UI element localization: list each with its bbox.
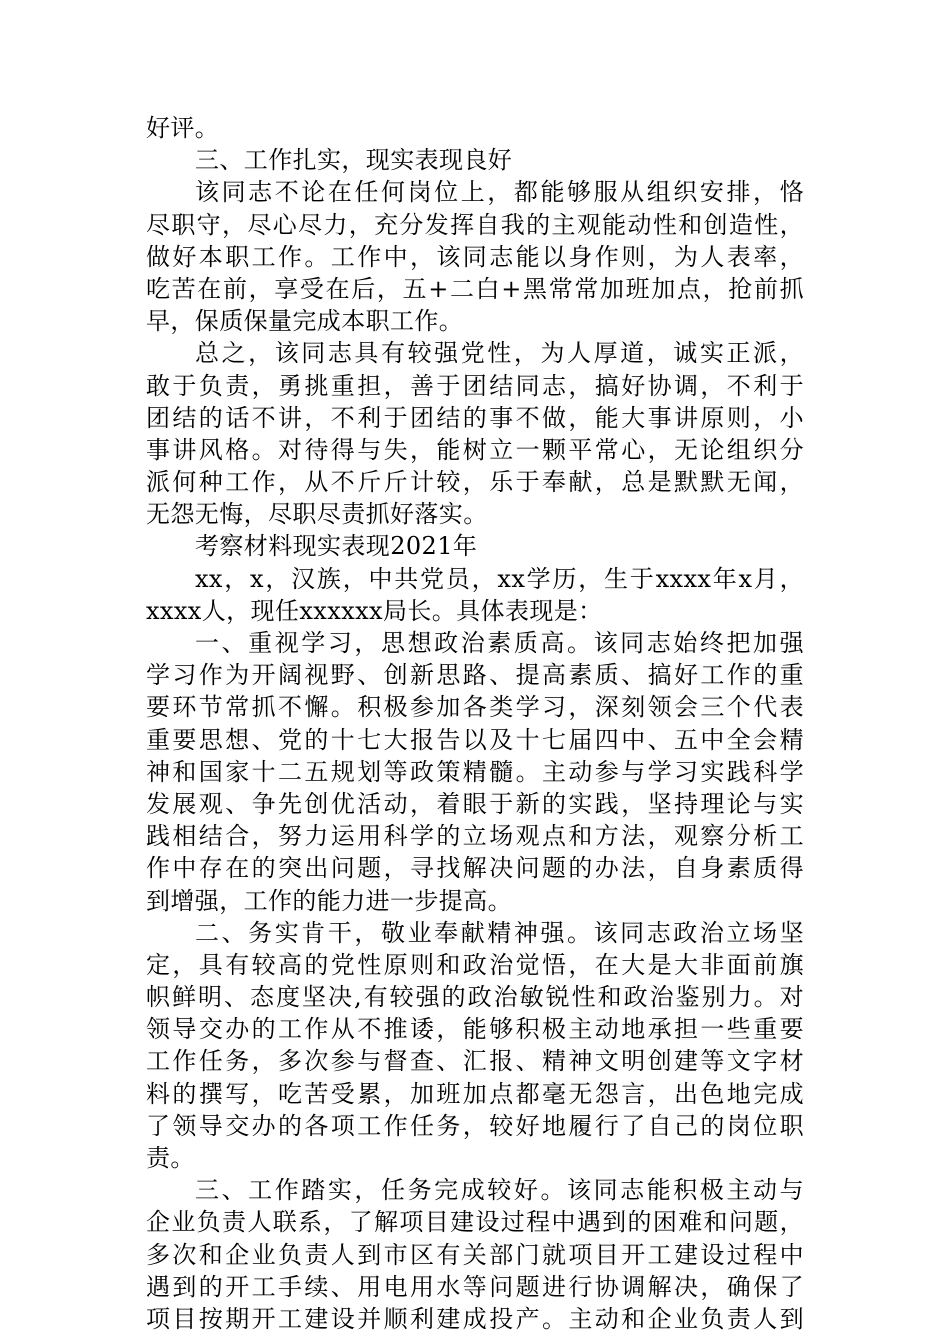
text-line: 项目按期开工建设并顺利建成投产。主动和企业负责人到 [146,1304,804,1333]
text-line: 吃苦在前，享受在后，五+二白+黑常常加班加点，抢前抓 [146,274,804,303]
text-line: 早，保质保量完成本职工作。 [146,307,464,336]
text-line: xxxx人，现任xxxxxx局长。具体表现是： [146,596,603,625]
text-line: 学习作为开阔视野、创新思路、提高素质、搞好工作的重 [146,661,804,690]
text-line: 派何种工作，从不斤斤计较，乐于奉献，总是默默无闻， [146,468,804,497]
text-line: 重要思想、党的十七大报告以及十七届四中、五中全会精 [146,725,804,754]
text-line: 工作任务，多次参与督查、汇报、精神文明创建等文字材 [146,1047,804,1076]
text-line: 多次和企业负责人到市区有关部门就项目开工建设过程中 [146,1240,804,1269]
text-line: 一、重视学习，思想政治素质高。该同志始终把加强 [195,629,804,657]
text-line: 事讲风格。对待得与失，能树立一颗平常心，无论组织分 [146,435,804,464]
text-line: 神和国家十二五规划等政策精髓。主动参与学习实践科学 [146,757,804,786]
text-line: 料的撰写，吃苦受累，加班加点都毫无怨言，出色地完成 [146,1079,804,1108]
text-line: 敢于负责，勇挑重担，善于团结同志，搞好协调，不利于 [146,371,804,400]
text-line: 总之，该同志具有较强党性，为人厚道，诚实正派， [195,339,804,368]
text-line: xx，x，汉族，中共党员，xx学历，生于xxxx年x月， [195,564,804,593]
text-line: 了领导交办的各项工作任务，较好地履行了自己的岗位职 [146,1111,804,1140]
text-line: 无怨无悔，尽职尽责抓好落实。 [146,500,488,529]
text-line: 到增强，工作的能力进一步提高。 [146,886,512,915]
text-line: 三、工作踏实，任务完成较好。该同志能积极主动与 [195,1176,804,1205]
text-line: 遇到的开工手续、用电用水等问题进行协调解决，确保了 [146,1272,804,1301]
text-line: 团结的话不讲，不利于团结的事不做，能大事讲原则，小 [146,403,804,432]
text-line: 帜鲜明、态度坚决,有较强的政治敏锐性和政治鉴别力。对 [146,983,804,1012]
text-line: 要环节常抓不懈。积极参加各类学习，深刻领会三个代表 [146,693,804,722]
text-line: 发展观、争先创优活动，着眼于新的实践，坚持理论与实 [146,789,804,818]
text-line: 二、务实肯干，敬业奉献精神强。该同志政治立场坚 [195,918,804,947]
document-body [146,112,804,1335]
text-line: 责。 [146,1144,195,1172]
text-line: 三、工作扎实，现实表现良好 [195,146,513,175]
text-line: 尽职守，尽心尽力，充分发挥自我的主观能动性和创造性， [146,210,804,239]
text-line: 好评。 [146,114,220,142]
text-line: 考察材料现实表现2021年 [195,532,478,561]
text-line: 企业负责人联系，了解项目建设过程中遇到的困难和问题， [146,1208,804,1237]
text-line: 领导交办的工作从不推诿，能够积极主动地承担一些重要 [146,1015,804,1044]
text-line: 定，具有较高的党性原则和政治觉悟，在大是大非面前旗 [146,950,804,979]
text-line: 做好本职工作。工作中，该同志能以身作则，为人表率， [146,242,804,271]
text-line: 作中存在的突出问题，寻找解决问题的办法，自身素质得 [146,854,804,883]
text-line: 该同志不论在任何岗位上，都能够服从组织安排，恪 [195,178,804,207]
text-line: 践相结合，努力运用科学的立场观点和方法，观察分析工 [146,822,804,851]
